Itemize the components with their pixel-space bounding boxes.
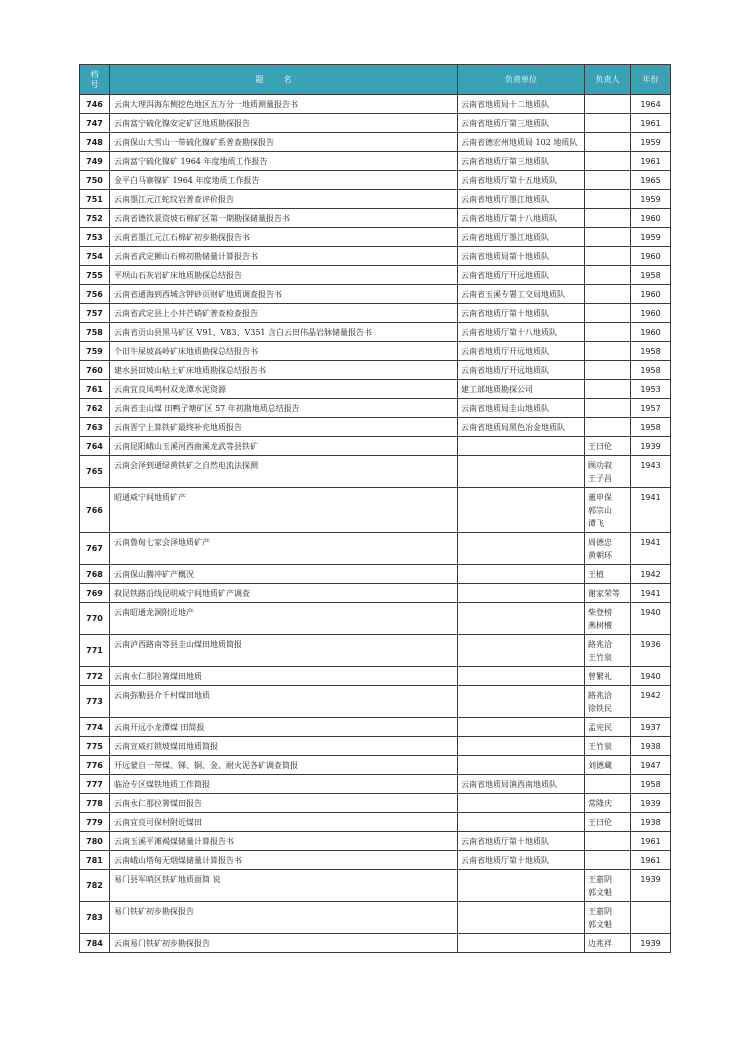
row-unit <box>458 456 585 488</box>
row-year: 1961 <box>631 114 671 133</box>
row-person <box>585 95 631 114</box>
row-person <box>585 247 631 266</box>
row-id: 782 <box>80 870 110 902</box>
row-title: 云南易门铁矿初步勘探报告 <box>110 934 458 953</box>
row-unit: 云南省地质厅第十地质队 <box>458 304 585 323</box>
row-id: 758 <box>80 323 110 342</box>
row-unit <box>458 902 585 934</box>
row-title: 云南富宁硫化镍矿 1964 年度地质工作报告 <box>110 152 458 171</box>
row-title: 云南开远小龙潭煤 田简报 <box>110 718 458 737</box>
archive-page <box>79 64 670 953</box>
table-row <box>80 775 671 794</box>
row-unit: 云南省地质局黑色冶金地质队 <box>458 418 585 437</box>
row-id: 747 <box>80 114 110 133</box>
header-unit: 负责单位 <box>458 65 585 95</box>
row-unit: 云南省地质局第十地质队 <box>458 247 585 266</box>
row-title: 金平白马寨镍矿 1964 年度地质工作报告 <box>110 171 458 190</box>
table-row <box>80 718 671 737</box>
row-title: 云南省武定县上小井芒硝矿普查检查报告 <box>110 304 458 323</box>
row-id: 770 <box>80 603 110 635</box>
row-unit <box>458 870 585 902</box>
row-title: 云南宜良凤鸣村双龙潭水泥资源 <box>110 380 458 399</box>
row-id: 750 <box>80 171 110 190</box>
row-person <box>585 209 631 228</box>
row-unit: 云南省玉溪专署工交局地质队 <box>458 285 585 304</box>
row-id: 781 <box>80 851 110 870</box>
header-title: 题名 <box>110 65 458 95</box>
row-title: 云南富宁硫化镍安定矿区地质勘探报告 <box>110 114 458 133</box>
row-unit: 云南省地质局十二地质队 <box>458 95 585 114</box>
row-unit: 云南省地质厅开远地质队 <box>458 266 585 285</box>
table-row <box>80 95 671 114</box>
row-year: 1958 <box>631 266 671 285</box>
row-id: 775 <box>80 737 110 756</box>
row-person: 王曰伦 <box>585 437 631 456</box>
row-person: 曾繁礼 <box>585 667 631 686</box>
archive-table <box>79 64 671 953</box>
row-unit <box>458 686 585 718</box>
table-row <box>80 133 671 152</box>
row-person <box>585 361 631 380</box>
table-row <box>80 584 671 603</box>
row-id: 769 <box>80 584 110 603</box>
row-unit <box>458 934 585 953</box>
table-row <box>80 870 671 902</box>
table-row <box>80 902 671 934</box>
row-person: 边兆祥 <box>585 934 631 953</box>
row-unit <box>458 718 585 737</box>
row-id: 777 <box>80 775 110 794</box>
row-id: 784 <box>80 934 110 953</box>
row-id: 752 <box>80 209 110 228</box>
row-title: 易门铁矿初步勘探报告 <box>110 902 458 934</box>
row-unit <box>458 533 585 565</box>
table-row <box>80 635 671 667</box>
row-person <box>585 190 631 209</box>
row-title: 云南保山大雪山一带硫化镍矿系普查勘探报告 <box>110 133 458 152</box>
row-title: 云南大理洱海东侧挖色地区五万分一地质测量报告书 <box>110 95 458 114</box>
row-unit <box>458 794 585 813</box>
row-year: 1961 <box>631 152 671 171</box>
row-id: 760 <box>80 361 110 380</box>
row-person <box>585 133 631 152</box>
row-id: 748 <box>80 133 110 152</box>
row-id: 754 <box>80 247 110 266</box>
row-unit: 云南省地质厅第十地质队 <box>458 832 585 851</box>
row-person <box>585 171 631 190</box>
row-id: 767 <box>80 533 110 565</box>
row-person <box>585 775 631 794</box>
row-person: 王曰伦 <box>585 813 631 832</box>
row-unit: 云南省地质厅第十八地质队 <box>458 209 585 228</box>
row-person <box>585 266 631 285</box>
row-person: 王竹泉 <box>585 737 631 756</box>
row-year: 1942 <box>631 686 671 718</box>
row-unit: 云南省地质厅第十五地质队 <box>458 171 585 190</box>
header-id-text: 档 号 <box>90 69 99 89</box>
row-id: 761 <box>80 380 110 399</box>
table-row <box>80 342 671 361</box>
row-year: 1958 <box>631 418 671 437</box>
row-id: 755 <box>80 266 110 285</box>
row-year: 1939 <box>631 437 671 456</box>
table-row <box>80 266 671 285</box>
table-row <box>80 228 671 247</box>
row-person <box>585 399 631 418</box>
row-id: 763 <box>80 418 110 437</box>
row-unit <box>458 584 585 603</box>
row-year: 1947 <box>631 756 671 775</box>
row-year: 1937 <box>631 718 671 737</box>
row-unit: 云南省地质厅第十八地质队 <box>458 323 585 342</box>
row-year: 1953 <box>631 380 671 399</box>
row-id: 768 <box>80 565 110 584</box>
row-title: 易门县军哨区铁矿地质面简 说 <box>110 870 458 902</box>
table-row <box>80 533 671 565</box>
row-person: 常隆庆 <box>585 794 631 813</box>
header-id <box>80 65 110 95</box>
row-id: 759 <box>80 342 110 361</box>
row-person <box>585 114 631 133</box>
table-row <box>80 114 671 133</box>
row-year: 1960 <box>631 285 671 304</box>
table-row <box>80 418 671 437</box>
row-title: 开远蒙自一带煤、锑、铜、金、耐火泥各矿调查简报 <box>110 756 458 775</box>
row-year: 1961 <box>631 851 671 870</box>
row-id: 746 <box>80 95 110 114</box>
row-id: 762 <box>80 399 110 418</box>
row-person <box>585 342 631 361</box>
table-row <box>80 437 671 456</box>
table-header <box>80 65 671 95</box>
row-unit <box>458 437 585 456</box>
row-title: 云南省圭山煤 田鸭子塘矿区 57 年初勘地质总结报告 <box>110 399 458 418</box>
table-row <box>80 361 671 380</box>
row-unit: 云南省地质厅开远地质队 <box>458 361 585 380</box>
row-unit: 云南省地质厅第十地质队 <box>458 851 585 870</box>
row-id: 783 <box>80 902 110 934</box>
row-title: 云南永仁那拉箐煤田地质 <box>110 667 458 686</box>
row-unit: 云南省地质厅第三地质队 <box>458 114 585 133</box>
row-year: 1960 <box>631 304 671 323</box>
table-row <box>80 813 671 832</box>
row-title: 昭通威宁间地质矿产 <box>110 488 458 533</box>
row-id: 753 <box>80 228 110 247</box>
row-unit: 云南省地质局圭山地质队 <box>458 399 585 418</box>
row-id: 766 <box>80 488 110 533</box>
row-unit: 建工部地质勘探公司 <box>458 380 585 399</box>
table-row <box>80 832 671 851</box>
table-row <box>80 565 671 584</box>
row-year: 1942 <box>631 565 671 584</box>
row-id: 779 <box>80 813 110 832</box>
header-row <box>80 65 671 95</box>
row-title: 云南永仁那拉箐煤田报告 <box>110 794 458 813</box>
table-row <box>80 190 671 209</box>
table-row <box>80 304 671 323</box>
table-row <box>80 686 671 718</box>
row-person <box>585 152 631 171</box>
row-title: 云南省墨江元江石棉矿初步勘探报告书 <box>110 228 458 247</box>
row-unit <box>458 667 585 686</box>
row-person: 周德忠 黄朝环 <box>585 533 631 565</box>
row-title: 叙昆铁路沿线昆明威宁间地质矿产调查 <box>110 584 458 603</box>
row-year: 1943 <box>631 456 671 488</box>
row-person <box>585 851 631 870</box>
row-title: 云南省武定狮山石棉初勘储量计算报告书 <box>110 247 458 266</box>
row-person <box>585 323 631 342</box>
row-person <box>585 285 631 304</box>
row-year: 1941 <box>631 533 671 565</box>
row-year: 1960 <box>631 247 671 266</box>
row-unit: 云南省地质厅墨江地质队 <box>458 228 585 247</box>
table-row <box>80 934 671 953</box>
table-row <box>80 285 671 304</box>
row-person: 王嘉阴 郭文魁 <box>585 870 631 902</box>
row-title: 云南宣威打锁坡煤田地质简报 <box>110 737 458 756</box>
row-unit <box>458 565 585 584</box>
row-id: 756 <box>80 285 110 304</box>
row-title: 云南玉溪平滩褐煤储量计算报告书 <box>110 832 458 851</box>
row-unit <box>458 813 585 832</box>
row-unit <box>458 603 585 635</box>
row-person: 董申保 郭宗山 谭飞 <box>585 488 631 533</box>
row-year: 1958 <box>631 342 671 361</box>
table-row <box>80 456 671 488</box>
table-row <box>80 323 671 342</box>
row-id: 764 <box>80 437 110 456</box>
row-year: 1958 <box>631 361 671 380</box>
table-row <box>80 380 671 399</box>
row-id: 774 <box>80 718 110 737</box>
row-person: 路兆洽 徐铁民 <box>585 686 631 718</box>
table-row <box>80 171 671 190</box>
table-row <box>80 794 671 813</box>
row-title: 平坝山石灰岩矿床地质勘探总结报告 <box>110 266 458 285</box>
row-year: 1941 <box>631 488 671 533</box>
row-person: 孟宪民 <box>585 718 631 737</box>
row-year: 1965 <box>631 171 671 190</box>
row-unit: 云南省地质厅第三地质队 <box>458 152 585 171</box>
row-id: 757 <box>80 304 110 323</box>
row-title: 云南宜良可保村附近煤田 <box>110 813 458 832</box>
row-year: 1961 <box>631 832 671 851</box>
row-id: 751 <box>80 190 110 209</box>
row-id: 780 <box>80 832 110 851</box>
row-unit <box>458 756 585 775</box>
row-year: 1957 <box>631 399 671 418</box>
row-title: 云南昆阳峨山玉溪河西曲溪龙武等县铁矿 <box>110 437 458 456</box>
row-id: 773 <box>80 686 110 718</box>
row-unit <box>458 737 585 756</box>
table-row <box>80 247 671 266</box>
table-row <box>80 399 671 418</box>
row-year: 1939 <box>631 794 671 813</box>
row-year: 1959 <box>631 228 671 247</box>
row-title: 云南省贡山县黑马矿区 V91、V83、V351 含白云田伟晶岩脉储量报告书 <box>110 323 458 342</box>
table-row <box>80 603 671 635</box>
row-person: 柴登榜 燕树檀 <box>585 603 631 635</box>
row-unit: 云南省德宏州地质局 102 地质队 <box>458 133 585 152</box>
row-person <box>585 304 631 323</box>
row-year: 1964 <box>631 95 671 114</box>
row-title: 云南墨江元江蛇纹岩普查评价报告 <box>110 190 458 209</box>
row-id: 749 <box>80 152 110 171</box>
row-year: 1959 <box>631 190 671 209</box>
row-title: 云南会泽到通绿黄铁矿之自然电流法探测 <box>110 456 458 488</box>
row-title: 云南泸西路南等县圭山煤田地质简报 <box>110 635 458 667</box>
row-title: 云南省通海到西城含钾砂页财矿地质调查报告书 <box>110 285 458 304</box>
row-person: 谢家荣等 <box>585 584 631 603</box>
row-title: 云南昭通龙洞附近地产 <box>110 603 458 635</box>
row-year: 1940 <box>631 667 671 686</box>
row-person: 路兆洽 王竹泉 <box>585 635 631 667</box>
row-person: 刘德蔵 <box>585 756 631 775</box>
table-row <box>80 667 671 686</box>
row-title: 临沧专区煤铁地质工作简报 <box>110 775 458 794</box>
row-year: 1959 <box>631 133 671 152</box>
row-title: 建水县田坡山粘土矿床地质勘探总结报告书 <box>110 361 458 380</box>
row-year: 1939 <box>631 870 671 902</box>
row-year: 1941 <box>631 584 671 603</box>
row-year: 1939 <box>631 934 671 953</box>
row-id: 772 <box>80 667 110 686</box>
row-title: 云南鲁甸七家会泽地质矿产 <box>110 533 458 565</box>
table-row <box>80 488 671 533</box>
row-title: 云南保山腾冲矿产概况 <box>110 565 458 584</box>
table-row <box>80 851 671 870</box>
row-unit: 云南省地质厅墨江地质队 <box>458 190 585 209</box>
row-year <box>631 902 671 934</box>
row-year: 1938 <box>631 737 671 756</box>
table-row <box>80 152 671 171</box>
row-id: 778 <box>80 794 110 813</box>
row-title: 云南晋宁上算铁矿最终补充地质报告 <box>110 418 458 437</box>
row-title: 云南峨山塔甸无烟煤储量计算报告书 <box>110 851 458 870</box>
row-title: 云南弥勒县介千村煤田地质 <box>110 686 458 718</box>
header-person: 负责人 <box>585 65 631 95</box>
row-year: 1960 <box>631 209 671 228</box>
row-year: 1960 <box>631 323 671 342</box>
row-year: 1938 <box>631 813 671 832</box>
row-id: 765 <box>80 456 110 488</box>
table-body <box>80 95 671 953</box>
row-unit <box>458 635 585 667</box>
row-title: 个旧牛屎坡高岭矿床地质勘探总结报告书 <box>110 342 458 361</box>
table-row <box>80 756 671 775</box>
row-person: 王植 <box>585 565 631 584</box>
header-year: 年份 <box>631 65 671 95</box>
row-id: 771 <box>80 635 110 667</box>
table-row <box>80 737 671 756</box>
row-person <box>585 832 631 851</box>
row-unit: 云南省地质局滇西南地质队 <box>458 775 585 794</box>
row-person <box>585 418 631 437</box>
row-person: 王嘉阴 郭文魁 <box>585 902 631 934</box>
row-id: 776 <box>80 756 110 775</box>
row-unit: 云南省地质厅开远地质队 <box>458 342 585 361</box>
row-year: 1940 <box>631 603 671 635</box>
row-person <box>585 380 631 399</box>
table-row <box>80 209 671 228</box>
row-unit <box>458 488 585 533</box>
row-title: 云南省德钦景资坡石棉矿区第一期勘探储量报告书 <box>110 209 458 228</box>
row-year: 1936 <box>631 635 671 667</box>
row-person <box>585 228 631 247</box>
row-person: 顾功叙 王子昌 <box>585 456 631 488</box>
row-year: 1958 <box>631 775 671 794</box>
